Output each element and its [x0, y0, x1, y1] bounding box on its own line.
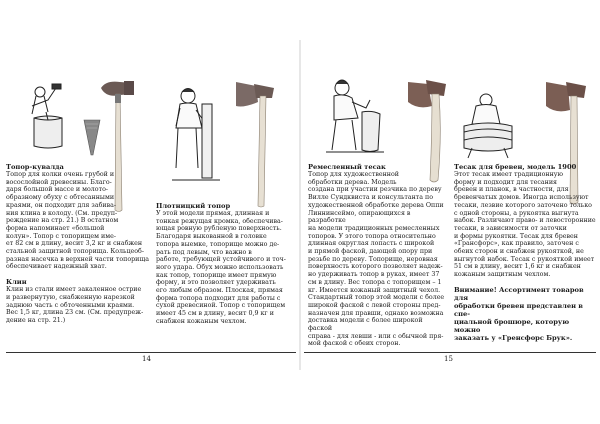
sledge-axe-line: стальной защитной топорища. Кольцеоб-: [6, 248, 144, 256]
hewing-axe-line: бревенчатых домов. Иногда используют: [454, 194, 589, 202]
sledge-axe-title: Топор-кувалда: [6, 163, 64, 171]
hewing-axe-title: Тесак для бревен, модель 1900: [454, 163, 577, 171]
hewing-axe-line: набок. Различают право- и левосторонние: [454, 217, 596, 225]
sledge-axe-section: [6, 163, 156, 325]
hewing-axe-line: с одной стороны, а рукоятка выгнута: [454, 209, 579, 217]
right-page: [300, 0, 600, 424]
carpenter-axe-line: имеет 45 см в длину, весит 0,9 кг и: [156, 310, 274, 318]
page-rule: [6, 352, 296, 353]
carpenter-axe-line: сухой древесиной. Топор с топорищем: [156, 302, 286, 310]
wedge-line: дение на стр. 21.): [6, 316, 66, 324]
hewing-illustration: [458, 90, 518, 160]
wedge-title: Клин: [6, 278, 27, 287]
carving-axe-line: длинная округлая лопасть с широкой: [308, 240, 435, 248]
carpenter-axe-section: [156, 202, 296, 326]
hewing-axe-line: и формы рукоятки. Тесак для бревен: [454, 232, 578, 240]
sledge-axe-line: краями, он подходит для забива-: [6, 201, 117, 209]
hewing-axe-line: выгнутой набок. Тесак с рукояткой имеет: [454, 255, 595, 263]
carving-axe-line: см в длину. Вес топора с топорищем – 1: [308, 278, 442, 286]
sledge-axe-line: ет 82 см в длину, весит 3,2 кг и снабжен: [6, 240, 143, 248]
carpenter-axe-line: снабжен кожаным чехлом.: [156, 317, 247, 325]
hewing-axe-line: «Грансфорс», как правило, заточен с: [454, 240, 579, 248]
notice-line: заказать у «Гренсфорс Брук».: [454, 333, 573, 342]
hewing-axe-line: Этот тесак имеет традиционную: [454, 171, 563, 178]
carving-axe-line: поверхность которого позволяет надеж-: [308, 263, 443, 271]
carving-axe-line: Линнинсеймо, опирающихся в разработке: [308, 209, 411, 225]
sledge-axe-line: образному обуху с обтесанными: [6, 194, 115, 202]
sledge-axe-line: форма напоминает «большой: [6, 224, 105, 232]
carving-axe-line: Стандартный топор этой модели с более: [308, 294, 445, 302]
hewing-axe-line: обеих сторон и снабжен рукояткой, не: [454, 248, 584, 256]
carpenter-axe-line: как топор, топорище имеет прямую: [156, 271, 277, 279]
wedge-line: Вес 1,5 кг, длина 23 см. (См. предупреж-: [6, 309, 144, 317]
carving-axe-line: резьбе по дереву. Топорище, неровная: [308, 255, 438, 263]
carving-axe-line: но удерживать топор в руках, имеет 37: [308, 271, 440, 279]
carving-axe-line: справа - для левши - или с обычной пря-: [308, 332, 444, 340]
carving-axe-line: Топор для художественной: [308, 171, 399, 178]
sledge-axe-line: Топор для колки очень грубой и: [6, 171, 115, 178]
carving-axe-line: топоров. У этого топора относительно: [308, 232, 436, 240]
carpenter-axe-line: форму, и это позволяет удерживать: [156, 279, 276, 287]
carving-axe-line: назначен для правши, однако возможна: [308, 309, 444, 317]
carpenter-axe-line: его любым образом. Плоская, прямая: [156, 287, 283, 295]
carpenter-axe-line: рать под левым, что важно в: [156, 248, 252, 256]
carving-axe-title: Ремесленный тесак: [308, 163, 386, 171]
hewing-axe-line: тесаки, в зависимости от заточки: [454, 224, 567, 232]
carpenter-axe-line: У этой модели прямая, длинная и: [156, 210, 270, 217]
wedge-line: заднюю часть с обточенными краями.: [6, 301, 135, 309]
carpenter-axe-line: топора выемке, топорище можно де-: [156, 240, 280, 248]
notice-line: циальной брошюре, которую можно: [454, 317, 570, 334]
hewing-axe-line: форму и подходит для тесания: [454, 178, 558, 186]
carpenter-axe-line: форма топора подходит для работы с: [156, 294, 281, 302]
carving-axe-line: кг. Имеется кожаный защитный чехол.: [308, 286, 441, 294]
notice-line: Внимание! Ассортимент товаров для: [454, 285, 584, 302]
wedge-line: Клин из стали имеет закаленное острие: [6, 286, 142, 294]
sledge-axe-line: восослойной древесины. Благо-: [6, 178, 112, 186]
carpenter-axe-line: ющая ровную рубленую поверхность.: [156, 225, 282, 233]
carpenter-illustration: [166, 84, 224, 194]
carving-axe-line: обработки дерева. Модель: [308, 178, 397, 186]
hewing-axe-line: кожаным защитным чехлом.: [454, 271, 551, 279]
carpenter-axe-line: тонкая режущая кромка, обеспечива-: [156, 217, 283, 225]
wedge-image: [81, 118, 103, 156]
page-number: 15: [444, 355, 453, 363]
carving-axe-line: художественной обработке дерева Оппи: [308, 201, 444, 209]
sledge-axe-line: колун». Топор с топорищем име-: [6, 232, 116, 240]
carpenter-axe-line: ного удара. Обух можно использовать: [156, 263, 284, 271]
splitting-illustration: [26, 84, 70, 154]
carpenter-axe-image: [234, 78, 280, 208]
carpenter-axe-line: работе, требующей устойчивого и точ-: [156, 256, 286, 264]
hewing-axe-line: бревен и планок, в частности, для: [454, 186, 569, 194]
carving-axe-line: широкой фаской с левой стороны пред-: [308, 301, 441, 309]
sledge-axe-line: реждение на стр. 21.) В остатном: [6, 217, 119, 225]
carving-axe-line: Вилле Сундквиста и консультанта по: [308, 194, 434, 202]
carving-axe-line: мой фаской с обеих сторон.: [308, 340, 401, 348]
page-rule: [304, 352, 596, 353]
carving-axe-line: создана при участии резчика по дереву: [308, 186, 442, 194]
hewing-axe-line: 51 см в длину, весит 1,6 кг и снабжен: [454, 263, 581, 271]
sledge-axe-line: ния клина в колоду. (См. предуп-: [6, 209, 118, 217]
carving-axe-section: [308, 163, 448, 348]
carver-illustration: [322, 78, 388, 158]
carving-axe-line: и прямой фаской, дающей опору при: [308, 248, 433, 256]
hewing-axe-line: тесаки, лезвие которого заточено только: [454, 201, 592, 209]
notice-line: обработки бревен представлен в спе-: [454, 301, 583, 318]
carving-axe-line: доставка модели с более широкой фаской: [308, 317, 423, 333]
sledge-axe-line: обеспечивает надежный хват.: [6, 263, 107, 271]
sledge-axe-line: даря большой массе и молото-: [6, 186, 109, 194]
page-number: 14: [142, 355, 151, 363]
carpenter-axe-title: Плотницкий топор: [156, 202, 231, 210]
sledge-axe-line: разная насечка в верхней части топорища: [6, 255, 149, 263]
hewing-axe-section: [454, 163, 596, 342]
carving-axe-line: на модели традиционных ремесленных: [308, 224, 440, 232]
carpenter-axe-line: Благодаря выкованной в головке: [156, 233, 267, 241]
wedge-line: и развернутую, снабженную нарезкой: [6, 293, 135, 301]
